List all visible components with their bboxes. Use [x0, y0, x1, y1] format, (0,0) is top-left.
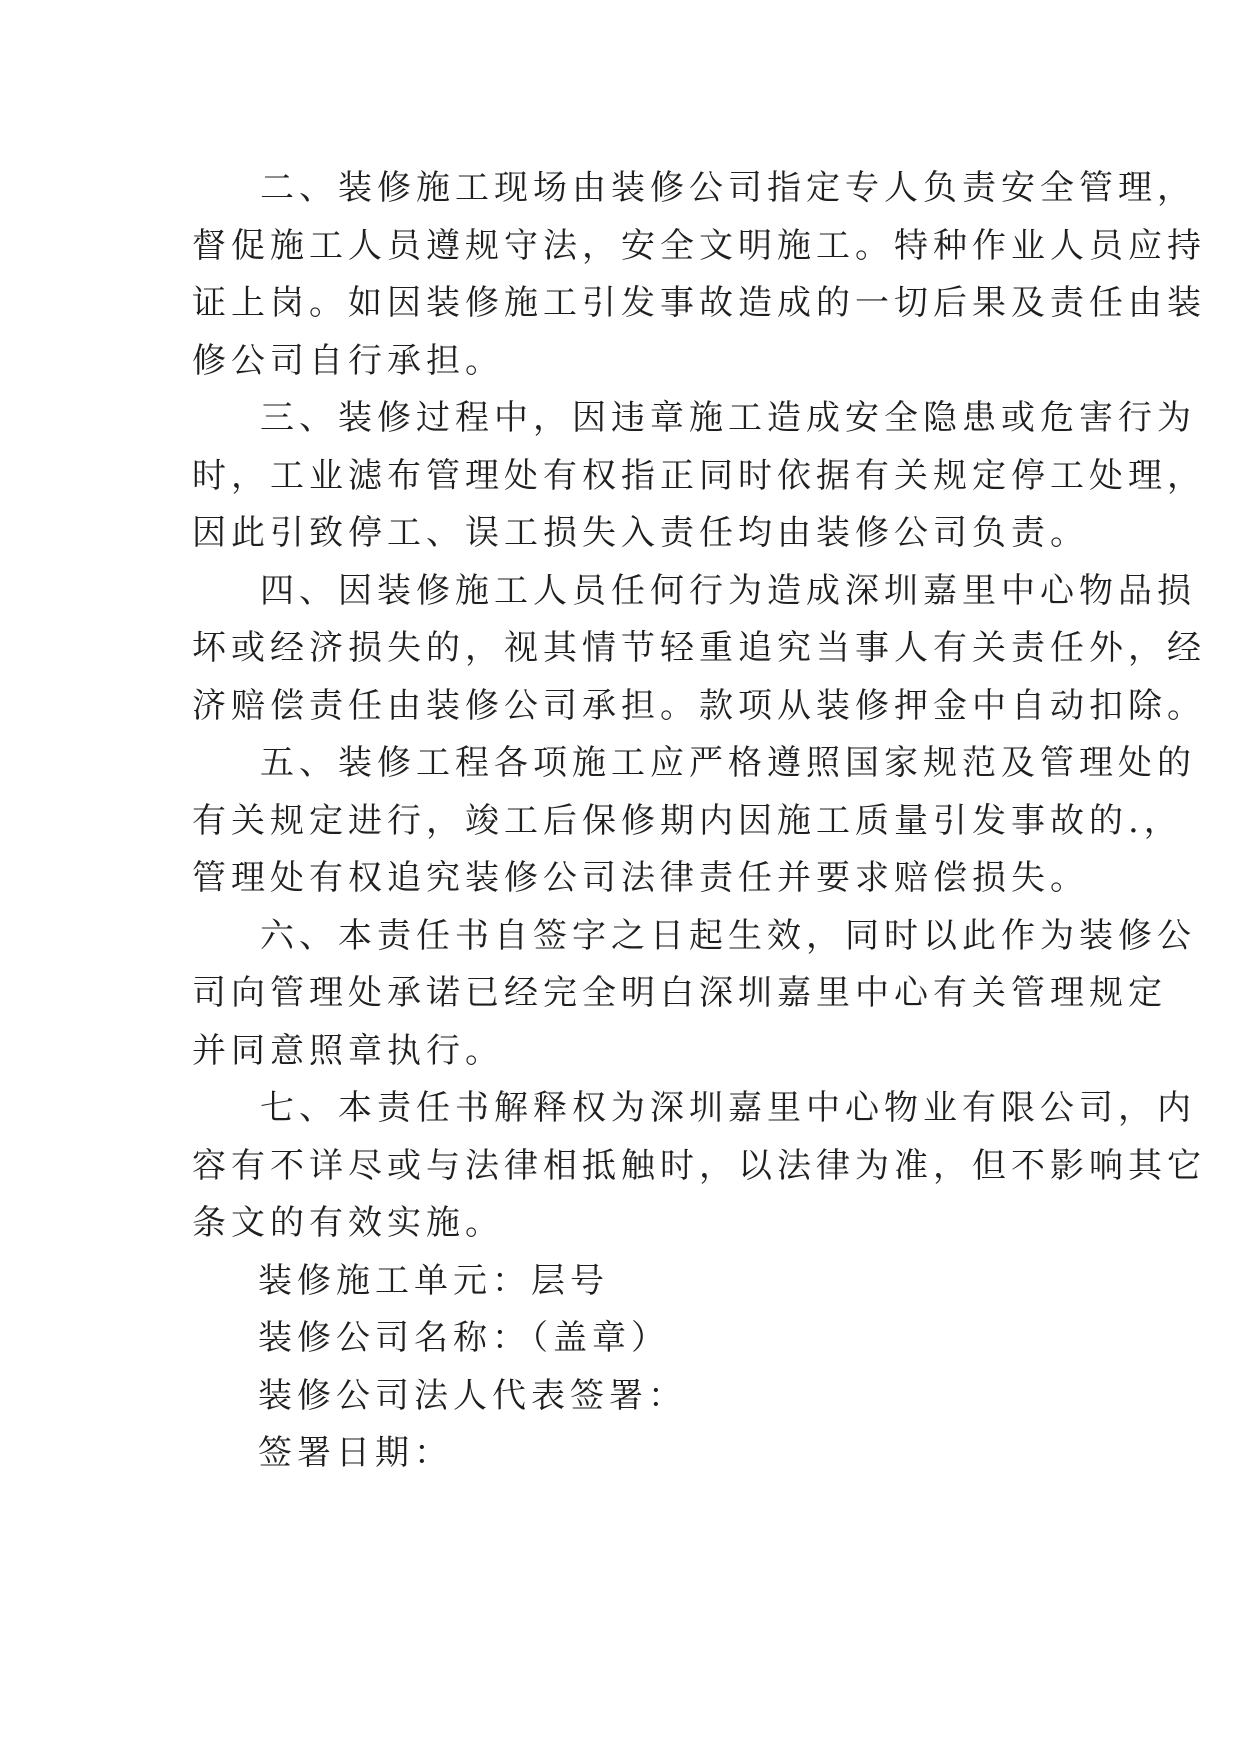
clause-6: [192, 908, 1196, 1081]
clause-2: [192, 160, 1206, 390]
clause-line: 修公司自行承担。: [192, 340, 504, 381]
clause-line: 三、装修过程中，因违章施工造成安全隐患或危害行为: [260, 398, 1196, 438]
clause-7: [192, 1080, 1206, 1253]
clause-line: 六、本责任书自签字之日起生效，同时以此作为装修公: [260, 915, 1196, 956]
company-name-field: 装修公司名称：（盖章）: [258, 1318, 670, 1358]
clause-5: [192, 735, 1196, 908]
clause-line: 有关规定进行，竣工后保修期内因施工质量引发事故的.，: [192, 800, 1183, 841]
construction-unit-field: 装修施工单元：层号: [258, 1260, 609, 1301]
clause-line: 督促施工人员遵规守法，安全文明施工。特种作业人员应持: [192, 225, 1206, 266]
clause-line: 坏或经济损失的，视其情节轻重追究当事人有关责任外，经: [192, 628, 1206, 668]
clause-4: [192, 563, 1206, 736]
clause-line: 条文的有效实施。: [192, 1203, 504, 1243]
clause-line: 二、装修施工现场由装修公司指定专人负责安全管理，: [260, 168, 1196, 208]
signing-date-field: 签署日期：: [258, 1433, 453, 1473]
clause-line: 济赔偿责任由装修公司承担。款项从装修押金中自动扣除。: [192, 685, 1206, 726]
clause-line: 司向管理处承诺已经完全明白深圳嘉里中心有关管理规定: [192, 973, 1167, 1013]
clause-line: 七、本责任书解释权为深圳嘉里中心物业有限公司，内: [260, 1088, 1196, 1128]
clause-line: 四、因装修施工人员任何行为造成深圳嘉里中心物品损: [260, 570, 1196, 611]
document-body: [192, 160, 1206, 1483]
clause-line: 五、装修工程各项施工应严格遵照国家规范及管理处的: [260, 743, 1196, 783]
legal-representative-field: 装修公司法人代表签署：: [258, 1375, 687, 1416]
clause-line: 容有不详尽或与法律相抵触时，以法律为准，但不影响其它: [192, 1145, 1206, 1186]
clause-line: 证上岗。如因装修施工引发事故造成的一切后果及责任由装: [192, 283, 1206, 323]
clause-line: 因此引致停工、误工损失入责任均由装修公司负责。: [192, 513, 1089, 553]
clause-line: 管理处有权追究装修公司法律责任并要求赔偿损失。: [192, 858, 1089, 898]
clause-line: 并同意照章执行。: [192, 1030, 504, 1071]
clause-3: [192, 390, 1206, 563]
clause-line: 时，工业滤布管理处有权指正同时依据有关规定停工处理，: [192, 455, 1206, 496]
